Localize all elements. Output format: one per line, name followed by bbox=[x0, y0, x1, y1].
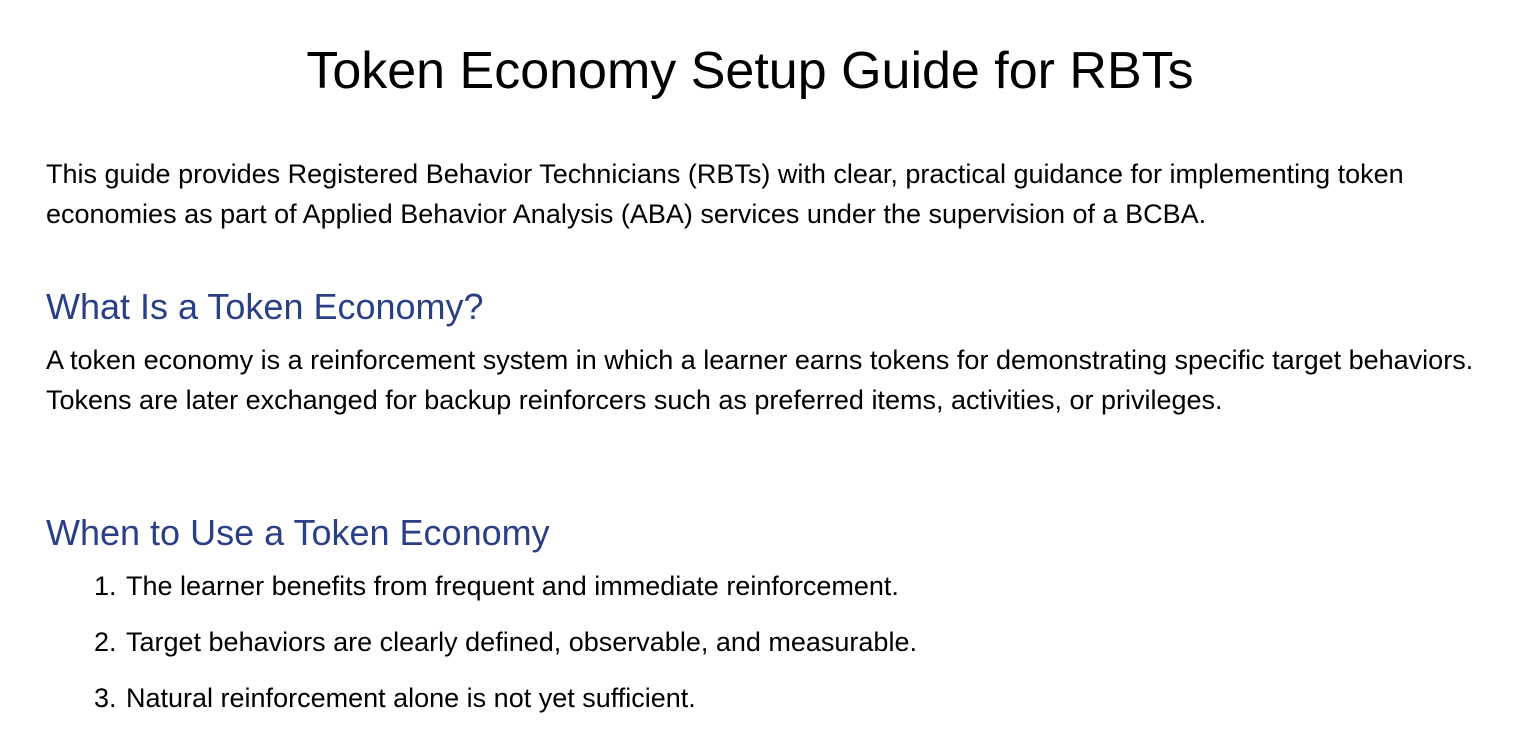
list-item bbox=[94, 566, 917, 622]
section-heading-when-to-use: When to Use a Token Economy bbox=[46, 512, 550, 553]
list-item bbox=[94, 678, 917, 734]
list-item-text: The learner benefits from frequent and immediate reinforcement. bbox=[126, 571, 899, 601]
list-item-number: 3. bbox=[94, 683, 117, 713]
list-item-text: Natural reinforcement alone is not yet sufficient. bbox=[126, 683, 696, 713]
section-body-what-is: A token economy is a reinforcement system in which a learner earns tokens for demonstrating specific target behaviors. Tokens are later exchanged for backup reinforcers such as preferred items, activities, or privileges. bbox=[46, 345, 1474, 415]
list-item-text: Target behaviors are clearly defined, observable, and measurable. bbox=[126, 627, 917, 657]
list-item bbox=[94, 622, 917, 678]
intro-paragraph: This guide provides Registered Behavior Technicians (RBTs) with clear, practical guidance for implementing token economies as part of Applied Behavior Analysis (ABA) services under the supervision of a BCBA. bbox=[46, 159, 1404, 229]
list-item-number: 2. bbox=[94, 627, 117, 657]
section-heading-what-is: What Is a Token Economy? bbox=[46, 286, 484, 327]
document-title: Token Economy Setup Guide for RBTs bbox=[306, 42, 1194, 100]
when-to-use-list bbox=[94, 566, 917, 734]
list-item-number: 1. bbox=[94, 571, 117, 601]
